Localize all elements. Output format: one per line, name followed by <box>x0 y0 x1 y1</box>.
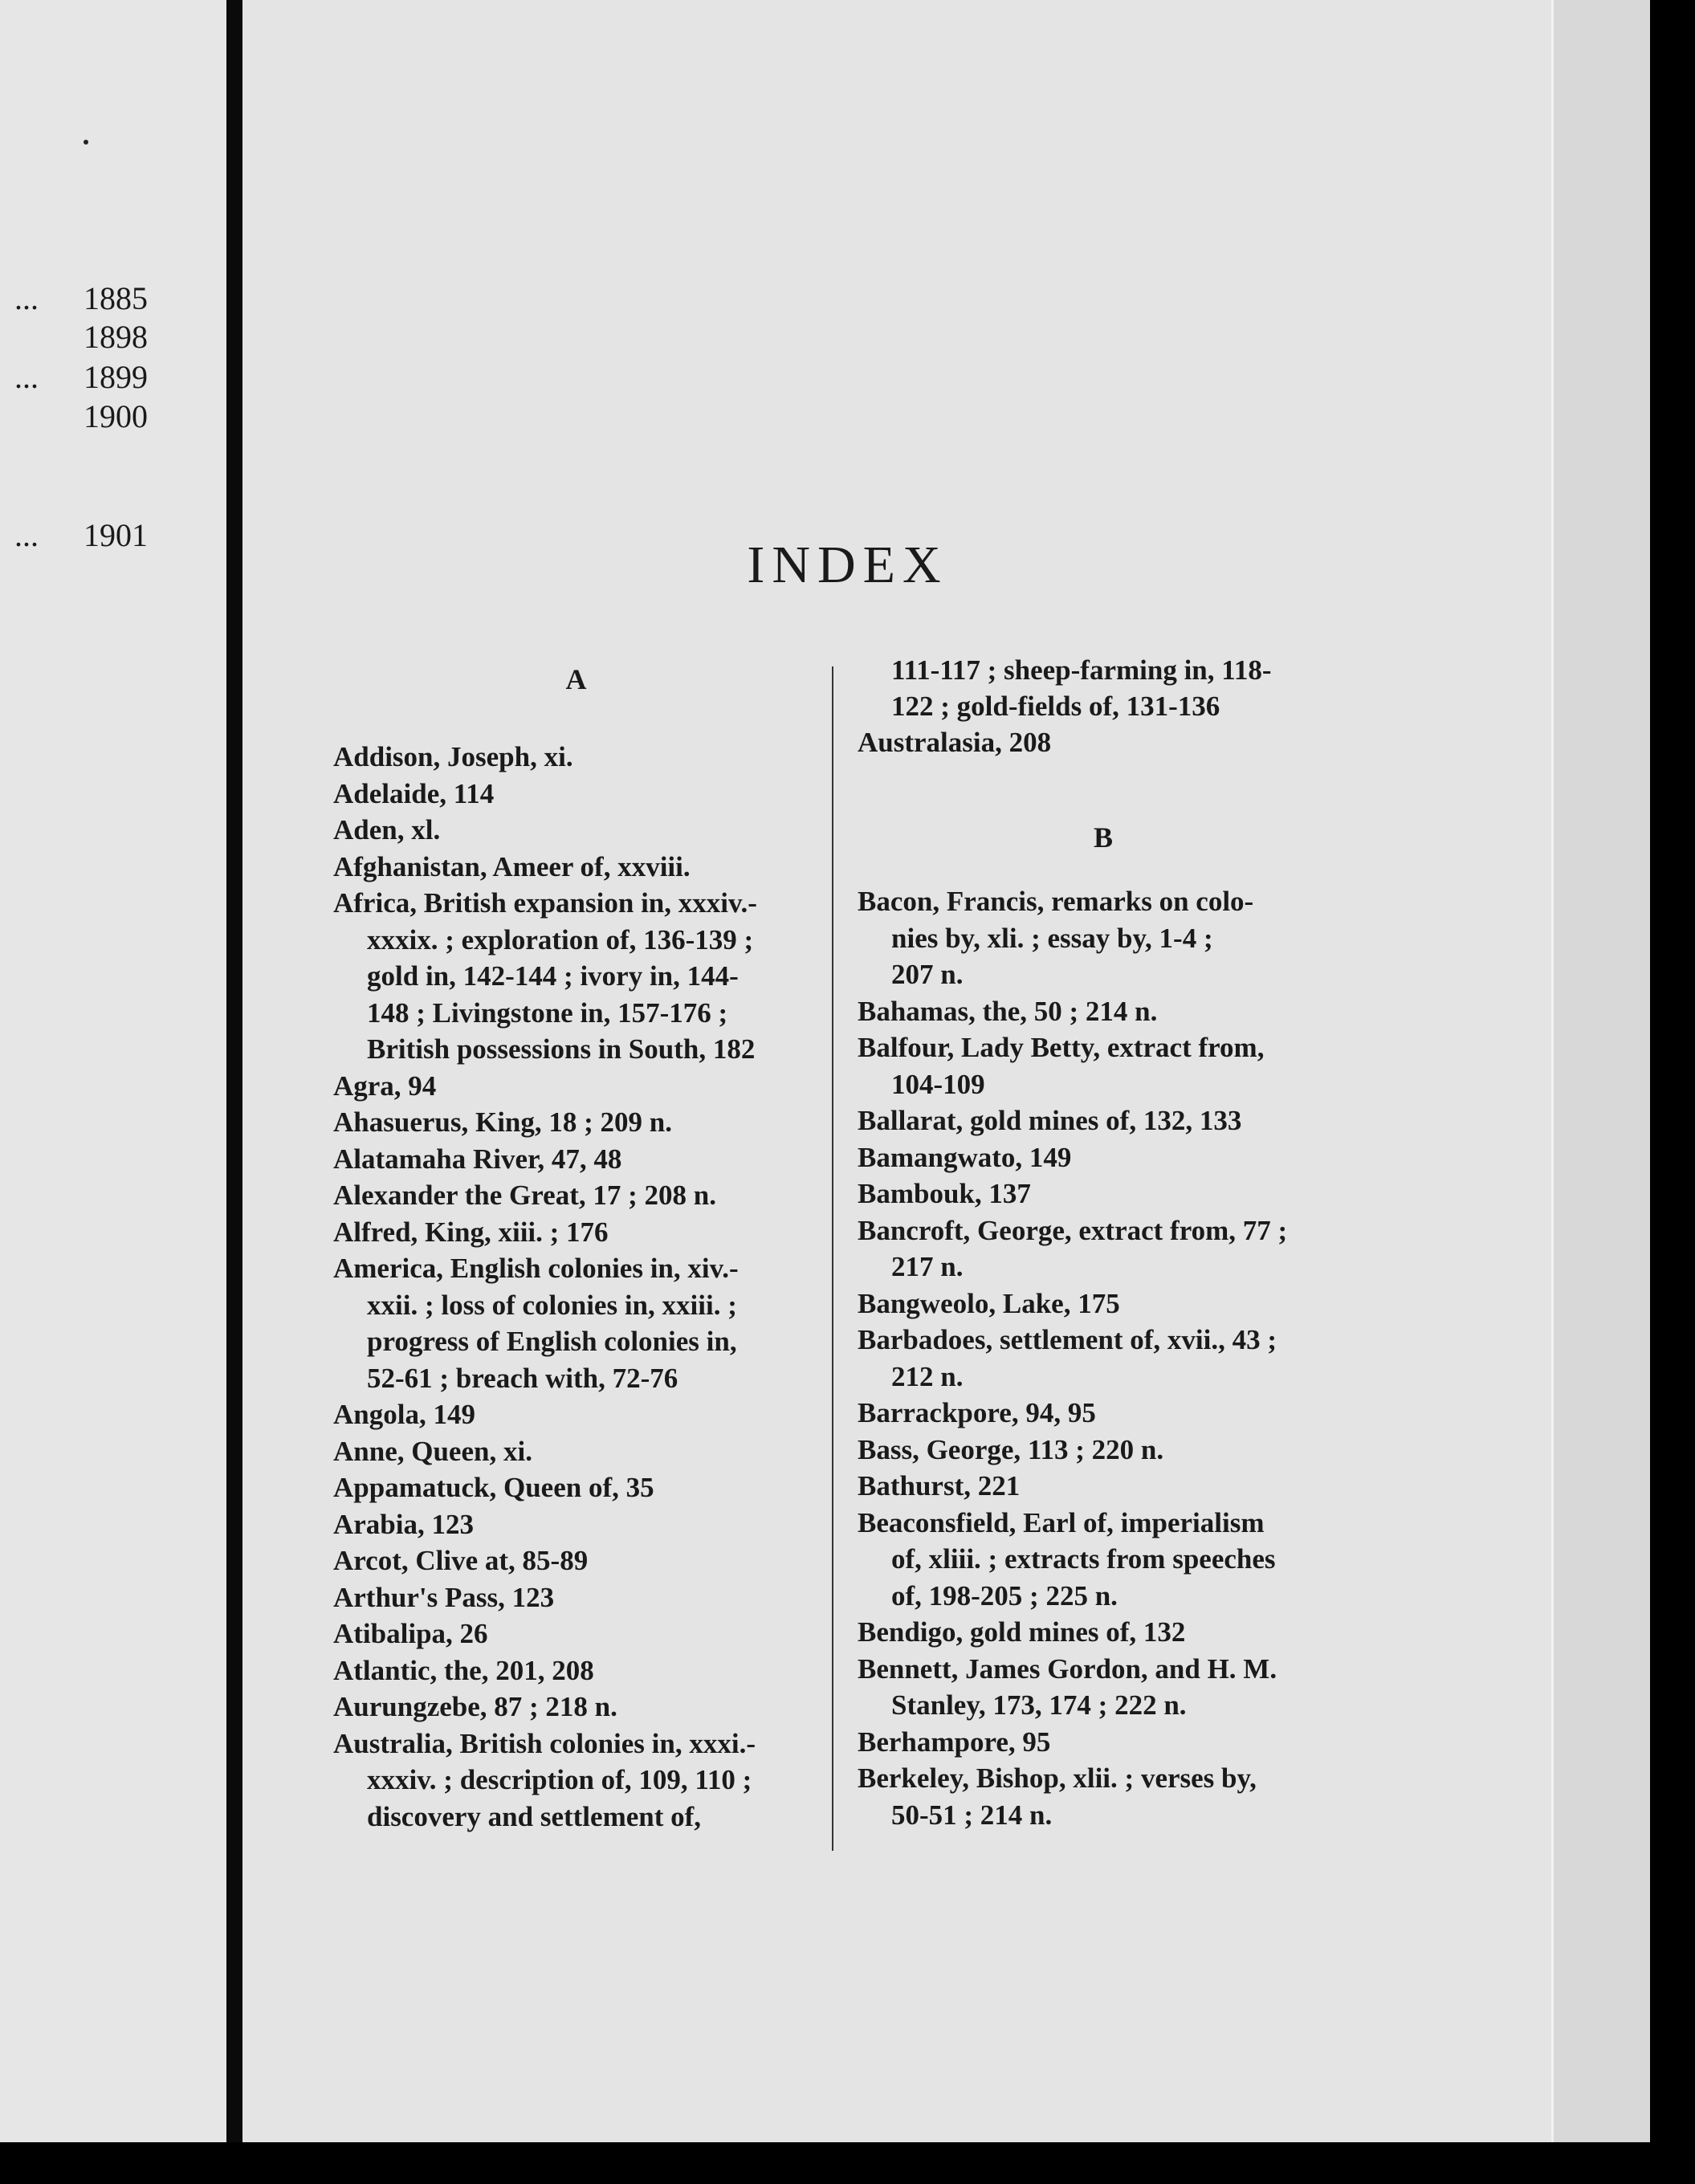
index-line: Alexander the Great, 17 ; 208 n. <box>333 1180 716 1211</box>
index-line: Africa, British expansion in, xxxiv.- <box>333 887 757 919</box>
index-line: Ballarat, gold mines of, 132, 133 <box>858 1105 1242 1136</box>
section-letter-a: A <box>565 663 587 695</box>
index-line: Bacon, Francis, remarks on colo- <box>858 886 1254 917</box>
index-line: Bambouk, 137 <box>858 1178 1031 1209</box>
index-line: Alatamaha River, 47, 48 <box>333 1143 622 1175</box>
index-line: Barrackpore, 94, 95 <box>858 1397 1096 1428</box>
index-line: 52-61 ; breach with, 72-76 <box>367 1362 678 1394</box>
index-line: of, 198-205 ; 225 n. <box>891 1579 1118 1612</box>
index-line: Australasia, 208 <box>858 727 1052 758</box>
index-line: gold in, 142-144 ; ivory in, 144- <box>367 960 739 992</box>
index-line: xxxiv. ; description of, 109, 110 ; <box>367 1764 752 1795</box>
index-line: Aden, xl. <box>333 814 441 845</box>
index-line: Agra, 94 <box>333 1070 437 1102</box>
index-line: Bendigo, gold mines of, 132 <box>858 1616 1186 1648</box>
index-line: Berhampore, 95 <box>858 1726 1051 1758</box>
index-line: Atlantic, the, 201, 208 <box>333 1654 594 1686</box>
index-line: Appamatuck, Queen of, 35 <box>333 1472 654 1503</box>
left-page <box>0 0 226 2184</box>
year-label: 1900 <box>84 398 148 434</box>
index-line: of, xliii. ; extracts from speeches <box>891 1543 1276 1575</box>
scan-border <box>0 2142 1695 2184</box>
index-line: nies by, xli. ; essay by, 1-4 ; <box>891 922 1213 954</box>
index-line: Angola, 149 <box>333 1399 475 1430</box>
index-line: Bamangwato, 149 <box>858 1141 1072 1173</box>
leader-dots: ... <box>14 517 39 553</box>
page-edge-strip <box>1551 0 1650 2184</box>
index-line: Anne, Queen, xi. <box>333 1435 532 1467</box>
index-line: Arabia, 123 <box>333 1508 474 1540</box>
index-line: Berkeley, Bishop, xlii. ; verses by, <box>858 1762 1257 1794</box>
column-divider <box>832 666 833 1851</box>
index-line: 148 ; Livingstone in, 157-176 ; <box>367 996 728 1029</box>
index-line: Australia, British colonies in, xxxi.- <box>333 1727 756 1759</box>
index-line: 212 n. <box>891 1360 964 1392</box>
index-line: Atibalipa, 26 <box>333 1618 488 1649</box>
index-line: America, English colonies in, xiv.- <box>333 1253 739 1284</box>
index-line: Bancroft, George, extract from, 77 ; <box>858 1214 1288 1246</box>
index-line: 104-109 <box>891 1068 985 1100</box>
index-line: Adelaide, 114 <box>333 777 495 809</box>
index-line: Ahasuerus, King, 18 ; 209 n. <box>333 1106 673 1138</box>
year-label: 1899 <box>84 359 148 395</box>
index-line: Balfour, Lady Betty, extract from, <box>858 1032 1265 1063</box>
year-label: 1901 <box>84 517 148 553</box>
index-line: discovery and settlement of, <box>367 1800 702 1832</box>
index-line: 50-51 ; 214 n. <box>891 1799 1053 1831</box>
index-line: Afghanistan, Ameer of, xxviii. <box>333 850 691 882</box>
index-line: Beaconsfield, Earl of, imperialism <box>858 1506 1265 1538</box>
year-label: 1885 <box>84 280 148 316</box>
index-line: 111-117 ; sheep-farming in, 118- <box>891 654 1272 686</box>
index-line: 122 ; gold-fields of, 131-136 <box>891 691 1220 722</box>
index-line: Bangweolo, Lake, 175 <box>858 1287 1120 1319</box>
index-line: progress of English colonies in, <box>367 1326 737 1357</box>
page-title: INDEX <box>747 536 948 595</box>
index-line: Aurungzebe, 87 ; 218 n. <box>333 1691 617 1722</box>
index-line: Arcot, Clive at, 85-89 <box>333 1545 589 1576</box>
year-label: 1898 <box>84 319 148 355</box>
index-line: Addison, Joseph, xi. <box>333 741 573 772</box>
index-line: Bahamas, the, 50 ; 214 n. <box>858 995 1158 1027</box>
leader-dots: ... <box>14 359 39 395</box>
index-line: Bass, George, 113 ; 220 n. <box>858 1433 1164 1465</box>
index-line: xxii. ; loss of colonies in, xxiii. ; <box>367 1289 737 1321</box>
book-gutter <box>226 0 242 2184</box>
index-line: xxxix. ; exploration of, 136-139 ; <box>367 923 754 956</box>
leader-dots: ... <box>14 280 39 316</box>
index-line: British possessions in South, 182 <box>367 1033 756 1065</box>
index-line: Bennett, James Gordon, and H. M. <box>858 1652 1277 1685</box>
section-letter-b: B <box>1093 821 1113 854</box>
index-line: Alfred, King, xiii. ; 176 <box>333 1216 609 1248</box>
index-line: Bathurst, 221 <box>858 1470 1021 1502</box>
stray-dot <box>84 140 88 145</box>
index-line: Stanley, 173, 174 ; 222 n. <box>891 1689 1187 1721</box>
index-line: Arthur's Pass, 123 <box>333 1581 555 1613</box>
index-line: 207 n. <box>891 959 964 990</box>
index-line: Barbadoes, settlement of, xvii., 43 ; <box>858 1324 1277 1355</box>
index-line: 217 n. <box>891 1251 964 1282</box>
